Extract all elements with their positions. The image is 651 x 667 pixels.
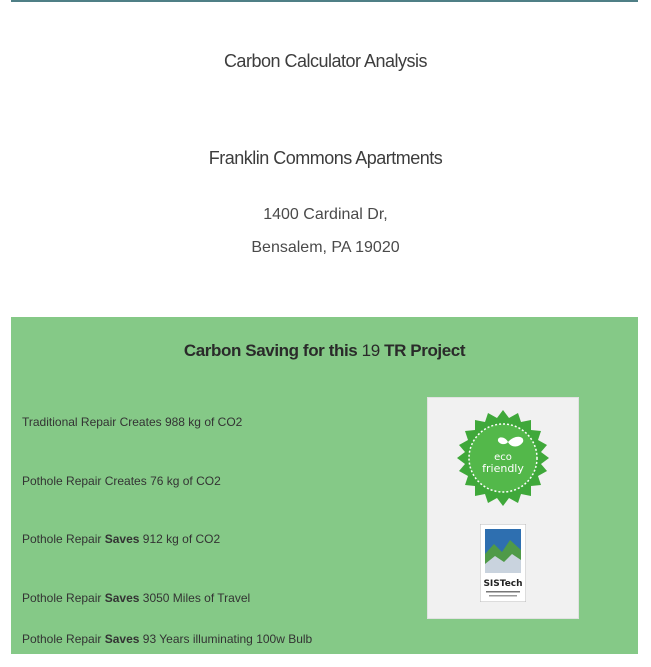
eco-text: eco bbox=[494, 452, 512, 463]
top-divider bbox=[11, 0, 638, 2]
tonnage-value: 19 bbox=[361, 341, 380, 360]
stat-emphasis: Saves bbox=[104, 591, 140, 605]
sistech-text: SISTech bbox=[483, 579, 523, 589]
badges-card bbox=[427, 397, 579, 619]
stat-text: Pothole Repair bbox=[22, 591, 102, 605]
stat-text: Pothole Repair bbox=[22, 632, 102, 646]
stat-line-pothole-creates bbox=[22, 474, 221, 488]
stat-value: 3050 Miles of Travel bbox=[142, 591, 251, 605]
stat-line-traditional-creates bbox=[22, 415, 242, 429]
address-line-2: Bensalem, PA 19020 bbox=[251, 239, 400, 256]
stat-text: Pothole Repair Creates 76 kg of CO2 bbox=[22, 474, 221, 488]
page-title: Carbon Calculator Analysis bbox=[223, 51, 428, 71]
heading-prefix: Carbon Saving for this bbox=[183, 341, 358, 360]
friendly-text: friendly bbox=[482, 462, 524, 475]
eco-friendly-badge-icon bbox=[453, 408, 553, 508]
sistech-logo-icon bbox=[480, 524, 526, 602]
stat-emphasis: Saves bbox=[104, 532, 140, 546]
stat-value: 912 kg of CO2 bbox=[142, 532, 221, 546]
stat-text: Pothole Repair bbox=[22, 532, 102, 546]
stat-line-co2-saved bbox=[22, 532, 220, 546]
stat-line-travel-saved bbox=[22, 591, 250, 605]
stat-text: Traditional Repair Creates 988 kg of CO2 bbox=[22, 415, 243, 429]
carbon-saving-panel bbox=[11, 317, 638, 654]
panel-heading bbox=[11, 341, 638, 361]
stat-value: 93 Years illuminating 100w Bulb bbox=[142, 632, 313, 646]
heading-suffix: TR Project bbox=[384, 341, 466, 360]
address-line-1: 1400 Cardinal Dr, bbox=[263, 206, 388, 223]
stat-emphasis: Saves bbox=[104, 632, 140, 646]
project-name: Franklin Commons Apartments bbox=[208, 148, 443, 168]
stat-line-bulb-saved bbox=[22, 632, 312, 646]
